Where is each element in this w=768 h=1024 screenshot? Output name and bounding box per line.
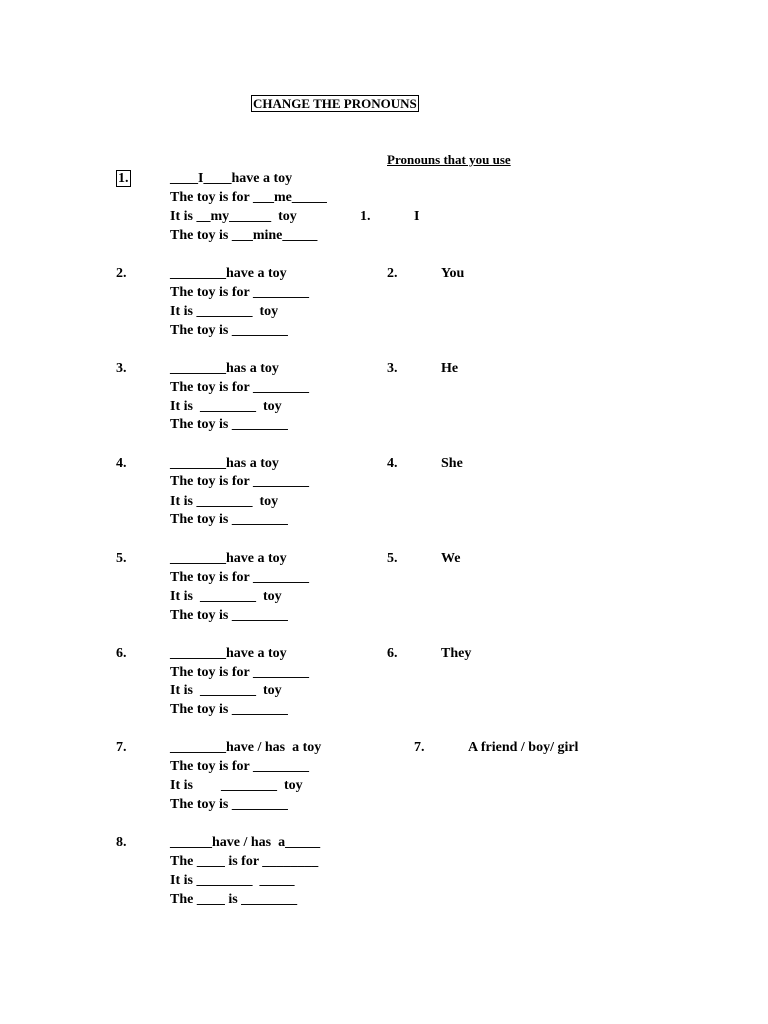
exercise-line: ________have a toy xyxy=(170,266,287,281)
exercise-line: ________has a toy xyxy=(170,361,279,376)
exercise-number: 8. xyxy=(116,835,127,850)
pronoun-word: They xyxy=(441,646,472,661)
pronoun-number: 6. xyxy=(387,646,398,661)
exercise-line: The toy is ________ xyxy=(170,608,288,623)
pronoun-word: You xyxy=(441,266,465,281)
exercise-line: It is ________ toy xyxy=(170,683,282,698)
exercise-line: The toy is ________ xyxy=(170,702,288,717)
pronouns-heading: Pronouns that you use xyxy=(387,152,511,167)
pronoun-number: 5. xyxy=(387,551,398,566)
exercise-number: 3. xyxy=(116,361,127,376)
exercise-line: ______have / has a_____ xyxy=(170,835,321,850)
exercise-number: 1. xyxy=(118,171,129,186)
pronoun-word: A friend / boy/ girl xyxy=(468,740,579,755)
exercise-line: The ____ is for ________ xyxy=(170,854,319,869)
exercise-line: It is ________ _____ xyxy=(170,873,295,888)
exercise-line: The toy is for ________ xyxy=(170,380,309,395)
exercise-line: The toy is for ________ xyxy=(170,474,309,489)
pronoun-number: 1. xyxy=(360,209,371,224)
exercise-line: The toy is ________ xyxy=(170,797,288,812)
exercise-number: 2. xyxy=(116,266,127,281)
pronoun-number: 7. xyxy=(414,740,425,755)
exercise-line: The toy is ________ xyxy=(170,323,288,338)
exercise-line: It is ________ toy xyxy=(170,399,282,414)
pronoun-number: 3. xyxy=(387,361,398,376)
exercise-line: ________have a toy xyxy=(170,551,287,566)
exercise-number: 7. xyxy=(116,740,127,755)
exercise-number: 5. xyxy=(116,551,127,566)
exercise-line: The toy is for ________ xyxy=(170,285,309,300)
pronoun-word: I xyxy=(414,209,420,224)
exercise-line: It is ________ toy xyxy=(170,589,282,604)
pronoun-number: 2. xyxy=(387,266,398,281)
pronoun-word: He xyxy=(441,361,459,376)
exercise-line: The toy is for ________ xyxy=(170,570,309,585)
exercise-number: 6. xyxy=(116,646,127,661)
exercise-line: ________have / has a toy xyxy=(170,740,322,755)
exercise-number: 4. xyxy=(116,456,127,471)
exercise-line: The toy is for ___me_____ xyxy=(170,190,327,205)
exercise-line: The toy is ________ xyxy=(170,417,288,432)
exercise-line: The toy is for ________ xyxy=(170,665,309,680)
exercise-line: The toy is ___mine_____ xyxy=(170,228,318,243)
exercise-line: ____I____have a toy xyxy=(170,171,293,186)
exercise-line: The ____ is ________ xyxy=(170,892,298,907)
exercise-line: ________has a toy xyxy=(170,456,279,471)
pronoun-number: 4. xyxy=(387,456,398,471)
exercise-line: The toy is ________ xyxy=(170,512,288,527)
exercise-line: The toy is for ________ xyxy=(170,759,309,774)
exercise-line: It is ________ toy xyxy=(170,304,279,319)
pronoun-word: We xyxy=(441,551,461,566)
pronoun-word: She xyxy=(441,456,463,471)
page-title: CHANGE THE PRONOUNS xyxy=(253,96,417,111)
exercise-line: It is __my______ toy xyxy=(170,209,297,224)
exercise-line: It is ________ toy xyxy=(170,494,279,509)
exercise-line: ________have a toy xyxy=(170,646,287,661)
exercise-line: It is ________ toy xyxy=(170,778,303,793)
